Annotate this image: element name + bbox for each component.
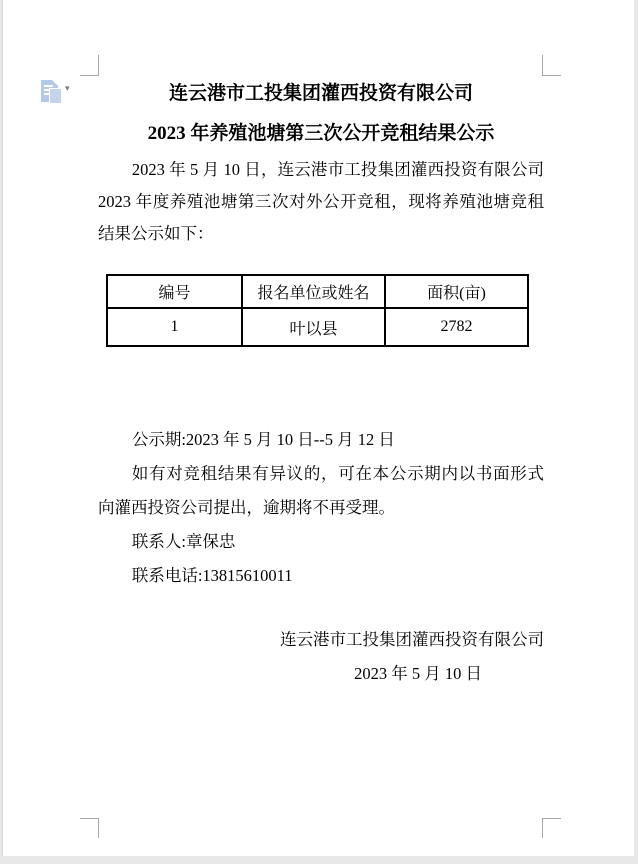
cell-area: 2782 xyxy=(385,308,528,346)
signature-date: 2023 年 5 月 10 日 xyxy=(354,664,482,683)
table-header-area: 面积(亩) xyxy=(385,275,528,308)
chevron-down-icon[interactable]: ▾ xyxy=(65,84,70,94)
crop-mark-bottom-right xyxy=(542,818,561,838)
table-header-number: 编号 xyxy=(107,275,242,308)
result-table xyxy=(106,274,529,347)
doc-title-line2: 2023 年养殖池塘第三次公开竞租结果公示 xyxy=(147,123,495,144)
cell-applicant: 叶以县 xyxy=(242,308,385,346)
paste-options-icon xyxy=(41,80,58,102)
signature-company: 连云港市工投集团灌西投资有限公司 xyxy=(280,630,544,649)
contact-phone-line: 联系电话:13815610011 xyxy=(131,566,293,585)
signature-block xyxy=(98,623,544,691)
document-page[interactable] xyxy=(2,0,634,856)
publicity-period-line: 公示期:2023 年 5 月 10 日--5 月 12 日 xyxy=(131,430,395,449)
crop-mark-bottom-left xyxy=(80,818,99,838)
table-row xyxy=(107,308,528,346)
document-text-area xyxy=(98,74,544,691)
objection-paragraph: 如有对竞租结果有异议的，可在本公示期内以书面形式向灌西投资公司提出，逾期将不再受理。 xyxy=(98,464,544,517)
crop-mark-top-left xyxy=(80,55,99,76)
table-header-row xyxy=(107,275,528,308)
paste-options-button[interactable] xyxy=(41,80,75,104)
notice-section xyxy=(98,423,544,593)
crop-mark-top-right xyxy=(542,55,561,76)
table-header-applicant: 报名单位或姓名 xyxy=(242,275,385,308)
contact-person-line: 联系人:章保忠 xyxy=(131,532,236,551)
cell-number: 1 xyxy=(107,308,242,346)
doc-title-line1: 连云港市工投集团灌西投资有限公司 xyxy=(168,83,473,104)
intro-paragraph: 2023 年 5 月 10 日，连云港市工投集团灌西投资有限公司 2023 年度养殖池塘第三次对外公开竞租，现将养殖池塘竞租结果公示如下： xyxy=(98,160,544,243)
